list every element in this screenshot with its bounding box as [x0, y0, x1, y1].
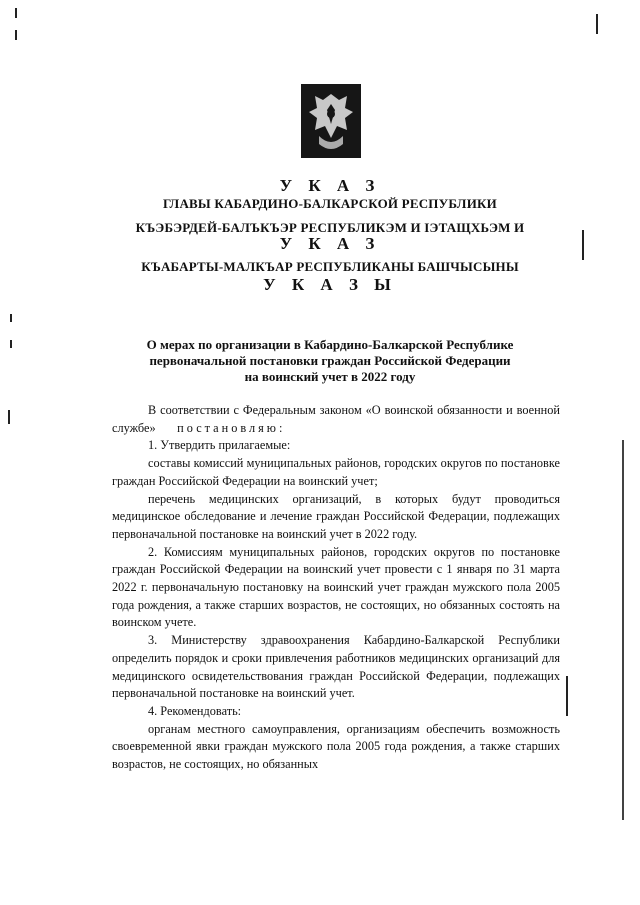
item-4-a: органам местного самоуправления, организациям обеспечить возможность своевременной явки граждан мужского пола 2005 года рождения, а также старших возрастов, не состоящих, но обязанных: [112, 721, 560, 772]
scan-mark: [8, 410, 10, 424]
title-line: первоначальной постановки граждан Российской Федерации: [149, 353, 511, 368]
item-3: 3. Министерству здравоохранения Кабардино-Балкарской Республики определить порядок и сроки привлечения работников медицинских организаций для медицинского освидетельствования граждан Российской Федерации, подлежащих первоначальной постановке на воинский учет.: [112, 633, 560, 701]
scan-mark: [10, 314, 12, 322]
document-body: [112, 402, 560, 774]
decree-word: постановляю:: [177, 420, 286, 435]
document-title: [110, 337, 550, 385]
title-line: на воинский учет в 2022 году: [244, 369, 416, 384]
scan-mark: [566, 676, 568, 716]
header-line-kabardian: КЪЭБЭРДЕЙ-БАЛЪКЪЭР РЕСПУБЛИКЭМ И ІЭТАЩХЬЭМ И: [135, 220, 525, 235]
item-1-b: перечень медицинских организаций, в которых будут проводиться медицинское обследование и лечение граждан Российской Федерации, подлежащих первоначальной постановке на воинский учет в 2022 году.: [112, 491, 560, 541]
scan-mark: [15, 8, 17, 18]
header-line-balkar: КЪАБАРТЫ-МАЛКЪАР РЕСПУБЛИКАНЫ БАШЧЫСЫНЫ: [141, 259, 519, 274]
item-4: 4. Рекомендовать:: [148, 703, 242, 718]
scan-mark: [15, 30, 17, 40]
header-line-russian: ГЛАВЫ КАБАРДИНО-БАЛКАРСКОЙ РЕСПУБЛИКИ: [163, 196, 497, 211]
intro-paragraph: [112, 402, 560, 437]
scan-mark: [10, 340, 12, 348]
coat-of-arms-emblem: [301, 84, 361, 158]
header-ukaz: У К А З: [279, 176, 381, 195]
header-ukazy-balkar: У К А З Ы: [263, 275, 397, 294]
intro-text: В соответствии с Федеральным законом «О воинской обязанности и военной службе»: [112, 403, 560, 435]
title-line: О мерах по организации в Кабардино-Балкарской Республике: [146, 337, 514, 352]
scan-mark: [622, 440, 624, 820]
scan-mark: [596, 14, 598, 34]
header-ukaz-kabardian: У К А З: [279, 234, 381, 253]
item-1-a: составы комиссий муниципальных районов, городских округов по постановке граждан Российской Федерации на воинский учет;: [112, 456, 560, 488]
item-1: 1. Утвердить прилагаемые:: [148, 438, 291, 453]
item-2: 2. Комиссиям муниципальных районов, городских округов по постановке граждан Российской Федерации на воинский учет провести с 1 января по 31 марта 2022 г. первоначальную постановку на воинский учет граждан мужского пола 2005 года рождения, а также старших возрастов, не состоящих, но обязанных состоять на воинском учете.: [112, 544, 560, 630]
